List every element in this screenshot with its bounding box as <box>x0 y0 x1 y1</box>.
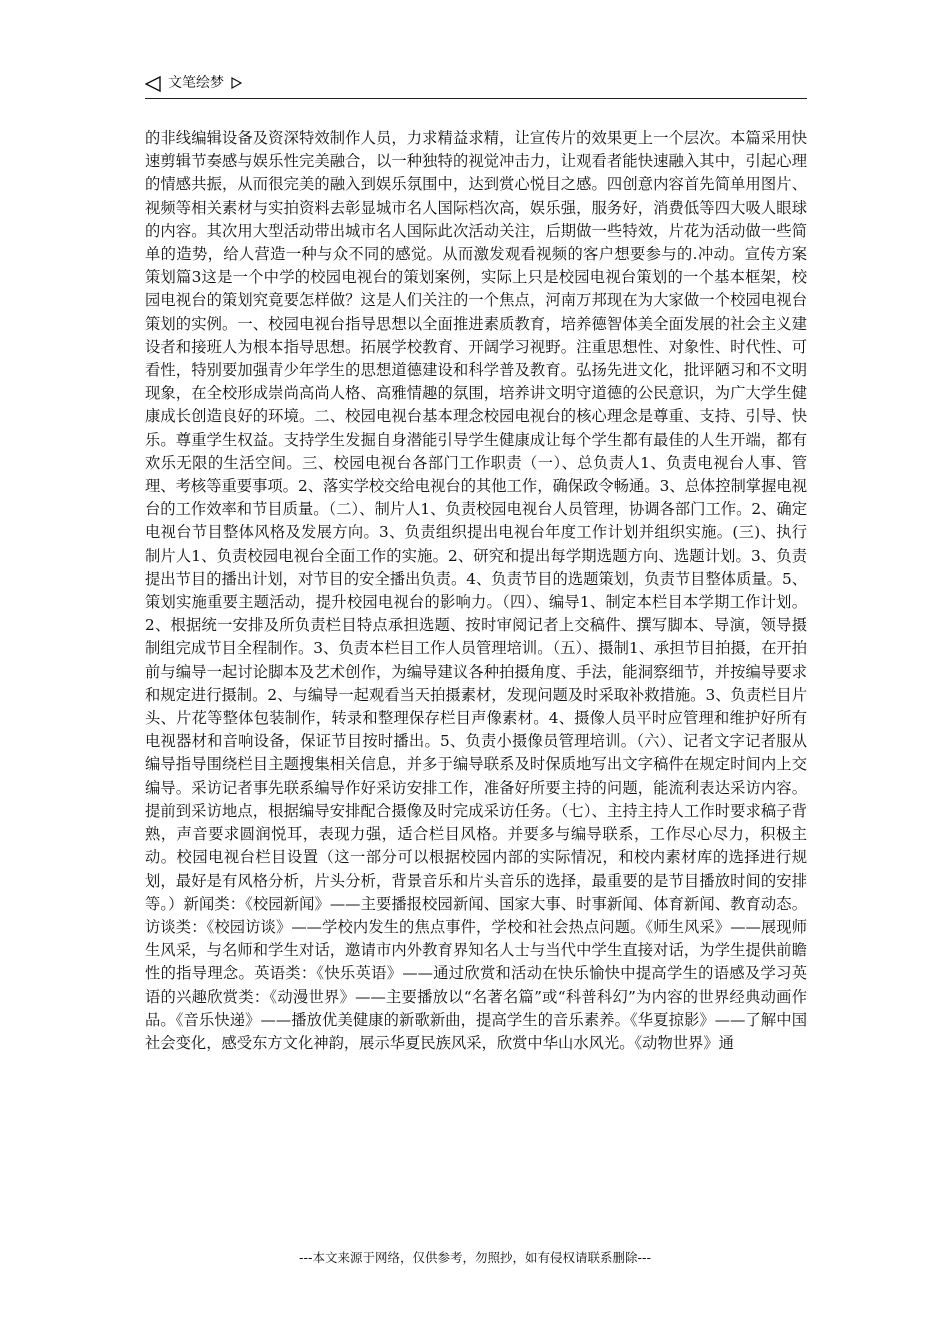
page-footer: ---本文来源于网络，仅供参考，勿照抄，如有侵权请联系删除--- <box>298 1250 652 1265</box>
page-header <box>145 72 807 99</box>
triangle-left-outline-icon <box>145 76 161 92</box>
brand-name: 文笔绘梦 <box>168 75 224 91</box>
document-body-text: 的非线编辑设备及资深特效制作人员，力求精益求精，让宣传片的效果更上一个层次。本篇采用快速剪辑节奏感与娱乐性完美融合，以一种独特的视觉冲击力，让观看者能快速融入其中，引起心理的情感共振，从而很完美的融入到娱乐氛围中，达到赏心悦目之感。四创意内容首先简单用图片、视频等相关素材与实拍资料去彰显城市名人国际档次高，娱乐强，服务好，消费低等四大吸人眼球的内容。其次用大型活动带出城市名人国际此次活动关注，后期做一些特效，片花为活动做一些简单的造势，给人营造一种与众不同的感觉。从而激发观看视频的客户想要参与的.冲动。宣传方案策划篇3这是一个中学的校园电视台的策划案例，实际上只是校园电视台策划的一个基本框架，校园电视台的策划究竟要怎样做？这是人们关注的一个焦点，河南万邦现在为大家做一个校园电视台策划的实例。一、校园电视台指导思想以全面推进素质教育，培养德智体美全面发展的社会主义建设者和接班人为根本指导思想。拓展学校教育、开阔学习视野。注重思想性、对象性、时代性、可看性，特别要加强青少年学生的思想道德建设和科学普及教育。弘扬先进文化，批评陋习和不文明现象，在全校形成崇尚高尚人格、高雅情趣的氛围，培养讲文明守道德的公民意识，为广大学生健康成长创造良好的环境。二、校园电视台基本理念校园电视台的核心理念是尊重、支持、引导、快乐。尊重学生权益。支持学生发掘自身潜能引导学生健康成让每个学生都有最佳的人生开端，都有欢乐无限的生活空间。三、校园电视台各部门工作职责（一）、总负责人1、负责电视台人事、管理、考核等重要事项。2、落实学校交给电视台的其他工作，确保政令畅通。3、总体控制掌握电视台的工作效率和节目质量。（二）、制片人1、负责校园电视台人员管理，协调各部门工作。2、确定电视台节目整体风格及发展方向。3、负责组织提出电视台年度工作计划并组织实施。(三)、执行制片人1、负责校园电视台全面工作的实施。2、研究和提出每学期选题方向、选题计划。3、负责提出节目的播出计划，对节目的安全播出负责。4、负责节目的选题策划，负责节目整体质量。5、策划实施重要主题活动，提升校园电视台的影响力。（四）、编导1、制定本栏目本学期工作计划。2、根据统一安排及所负责栏目特点承担选题、按时审阅记者上交稿件、撰写脚本、导演，领导摄制组完成节目全程制作。3、负责本栏目工作人员管理培训。（五）、摄制1、承担节目拍摄，在开拍前与编导一起讨论脚本及艺术创作，为编导建议各种拍摄角度、手法，能洞察细节，并按编导要求和规定进行摄制。2、与编导一起观看当天拍摄素材，发现问题及时采取补救措施。3、负责栏目片头、片花等整体包装制作，转录和整理保存栏目声像素材。4、摄像人员平时应管理和维护好所有电视器材和音响设备，保证节目按时播出。5、负责小摄像员管理培训。（六）、记者文字记者服从编导指导围绕栏目主题搜集相关信息，并多于编导联系及时保质地写出文字稿件在规定时间内上交编导。采访记者事先联系编导作好采访安排工作，准备好所要主持的问题，能流利表达采访内容。提前到采访地点，根据编导安排配合摄像及时完成采访任务。（七）、主持主持人工作时要求稿子背熟，声音要求圆润悦耳，表现力强，适合栏目风格。并要多与编导联系，工作尽心尽力，积极主动。校园电视台栏目设置（这一部分可以根据校园内部的实际情况，和校内素材库的选择进行规划，最好是有风格分析，片头分析，背景音乐和片头音乐的选择，最重要的是节目播放时间的安排等。）新闻类：《校园新闻》——主要播报校园新闻、国家大事、时事新闻、体育新闻、教育动态。访谈类：《校园访谈》——学校内发生的焦点事件，学校和社会热点问题。《师生风采》——展现师生风采，与名师和学生对话，邀请市内外教育界知名人士与当代中学生直接对话，为学生提供前瞻性的指导理念。英语类：《快乐英语》——通过欣赏和活动在快乐愉快中提高学生的语感及学习英语的兴趣欣赏类：《动漫世界》——主要播放以“名著名篇”或“科普科幻”为内容的世界经典动画作品。《音乐快递》——播放优美健康的新歌新曲，提高学生的音乐素养。《华夏掠影》——了解中国社会变化，感受东方文化神韵，展示华夏民族风采，欣赏中华山水风光。《动物世界》通 <box>145 129 807 1052</box>
triangle-right-outline-icon <box>231 77 242 89</box>
